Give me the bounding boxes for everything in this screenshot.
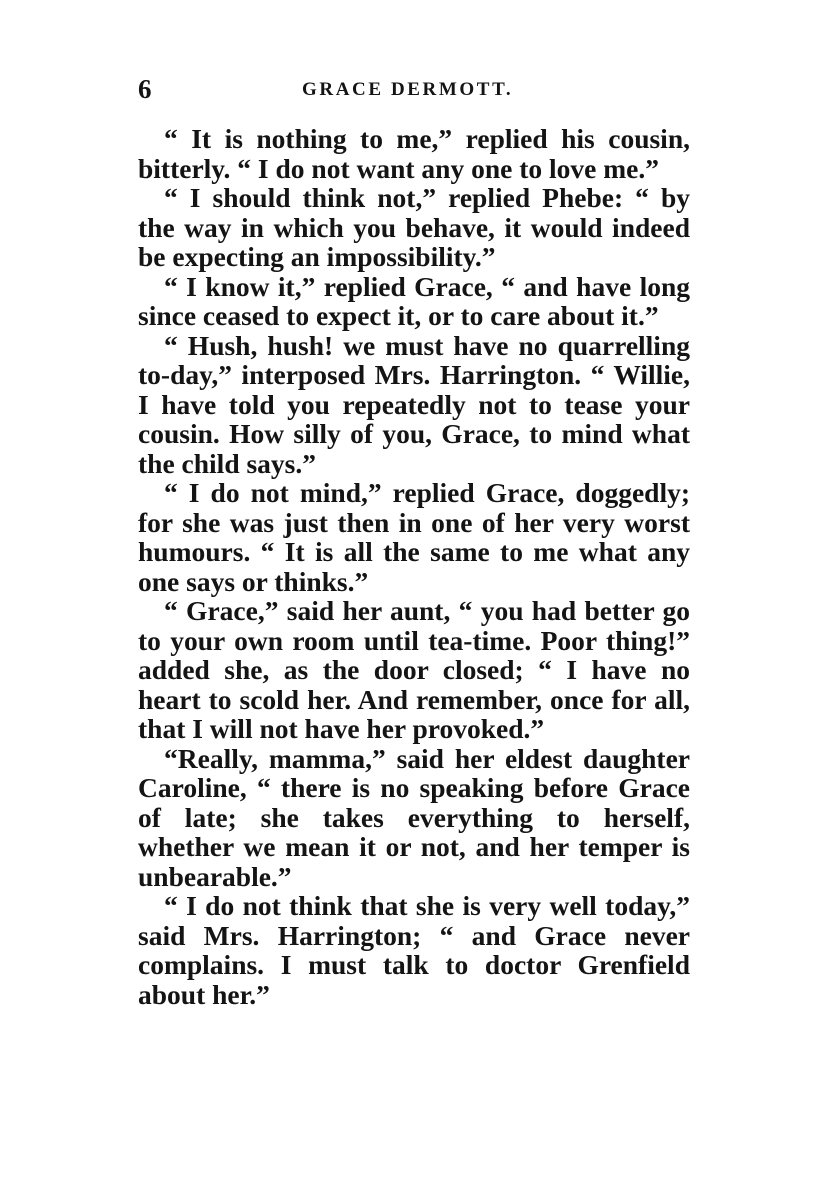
paragraph: “ I do not mind,” replied Grace, doggedly; for she was just then in one of her very worst humours. “ It is all the same to me what any one says or thinks.”	[138, 477, 690, 597]
paragraph: “ I do not think that she is very well today,” said Mrs. Harrington; “ and Grace never complains. I must talk to doctor Grenfield about her.”	[138, 890, 690, 1010]
running-head	[138, 72, 690, 112]
paragraph: “Really, mamma,” said her eldest daughter Caroline, “ there is no speaking before Grace of late; she takes everything to herself, whether we mean it or not, and her temper is unbearable.”	[138, 742, 690, 892]
page-number: 6	[138, 74, 152, 104]
body-text	[138, 124, 690, 1009]
running-title: GRACE DERMOTT.	[302, 79, 514, 100]
paragraph: “ I should think not,” replied Phebe: “ by the way in which you behave, it would indeed be expecting an impossibility.”	[138, 182, 690, 272]
paragraph: “ I know it,” replied Grace, “ and have long since ceased to expect it, or to care about it.”	[138, 270, 690, 331]
paragraph: “ Hush, hush! we must have no quarrelling to-day,” interposed Mrs. Harrington. “ Willie, I have told you repeatedly not to tease your cousin. How silly of you, Grace, to mind what the child says.”	[138, 329, 690, 479]
book-page	[138, 72, 690, 1009]
paragraph: “ It is nothing to me,” replied his cousin, bitterly. “ I do not want any one to love me.”	[138, 123, 690, 184]
paragraph: “ Grace,” said her aunt, “ you had better go to your own room until tea-time. Poor thing!” added she, as the door closed; “ I have no heart to scold her. And remember, once for all, that I will not have her provoked.”	[138, 595, 690, 744]
